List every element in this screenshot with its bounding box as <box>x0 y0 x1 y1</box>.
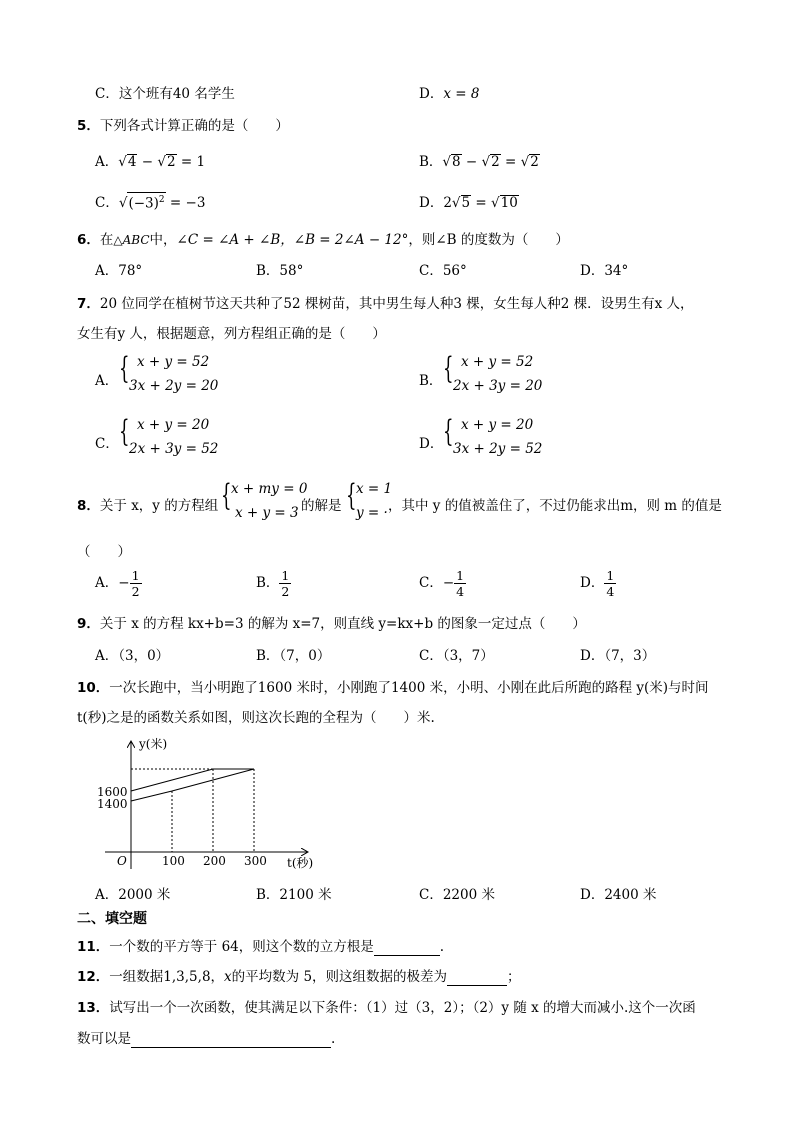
question-8-mid: 的解是 <box>301 498 342 514</box>
option-label: A． <box>95 263 119 279</box>
option-label: D． <box>580 263 605 279</box>
result: = −3 <box>169 195 206 211</box>
q9-option-d <box>580 644 655 664</box>
option-label: C． <box>95 86 119 102</box>
option-text: 58° <box>279 263 304 279</box>
option-text: 78° <box>118 263 143 279</box>
q7-option-c-label: C． <box>95 436 119 452</box>
question-6-stem <box>77 228 569 248</box>
option-text: （7，0） <box>279 648 331 664</box>
question-7-line2 <box>77 322 386 342</box>
question-number: 12． <box>77 969 110 985</box>
fraction <box>454 568 466 599</box>
x-axis-label: t(秒) <box>287 856 314 870</box>
q8-option-a <box>95 568 142 599</box>
question-number: 6． <box>77 232 100 248</box>
q7-option-b-label: B． <box>419 373 443 389</box>
origin-label: O <box>117 854 127 868</box>
equation: x + y = 52 <box>137 354 210 370</box>
question-text: 一个数的平方等于 64，则这个数的立方根是 <box>109 939 374 955</box>
brace: { <box>346 478 357 513</box>
q6-option-a <box>95 259 142 279</box>
text: 在 <box>99 232 114 248</box>
q6-option-d <box>580 259 628 279</box>
question-13-line2 <box>77 1027 335 1048</box>
section-title: 二、填空题 <box>77 911 147 927</box>
q9-option-c <box>419 644 494 664</box>
question-9-stem <box>77 612 586 632</box>
x-tick-label: 300 <box>244 854 267 868</box>
numerator: 1 <box>456 568 465 583</box>
series-line-xiaogang <box>131 769 254 801</box>
q8-option-d <box>580 568 616 599</box>
radicand: 2 <box>166 154 176 170</box>
brace: { <box>443 351 454 386</box>
option-text: 34° <box>604 263 629 279</box>
equation: x = 1 <box>356 481 393 497</box>
exponent: 2 <box>158 194 165 205</box>
option-text: 2400 米 <box>604 887 657 903</box>
option-label: C． <box>419 575 443 591</box>
x-tick-label: 100 <box>162 854 185 868</box>
q10-option-a <box>95 883 170 903</box>
answer-blank[interactable] <box>447 969 507 986</box>
option-label: B． <box>256 263 280 279</box>
option-text: （7，3） <box>604 648 656 664</box>
equation: 3x + 2y = 20 <box>129 378 219 394</box>
question-text: 下列各式计算正确的是（ ） <box>99 118 289 134</box>
option-label: D． <box>580 887 605 903</box>
equation: x + y = 20 <box>137 417 210 433</box>
brace: { <box>443 414 454 449</box>
brace: { <box>119 414 130 449</box>
y-tick-label: 1400 <box>97 797 128 811</box>
option-label: C． <box>419 263 443 279</box>
question-11 <box>77 935 444 956</box>
q10-option-c <box>419 883 495 903</box>
question-text: 关于 x，y 的方程组 <box>99 498 219 514</box>
option-text: （3，7） <box>442 648 494 664</box>
q7-option-a-label: A． <box>95 373 119 389</box>
option-text: x = 8 <box>443 86 480 102</box>
option-label: B． <box>419 154 443 170</box>
numerator: 1 <box>281 568 290 583</box>
question-text: 关于 x 的方程 kx+b=3 的解为 x=7，则直线 y=kx+b 的图象一定过点（ ） <box>99 616 586 632</box>
question-8-pre <box>77 494 218 514</box>
option-label: D． <box>580 575 605 591</box>
equation: y = · <box>356 505 388 521</box>
radicand: 2 <box>530 154 539 170</box>
q10-option-b <box>256 883 332 903</box>
question-number: 10． <box>77 680 110 696</box>
q7-option-d-label: D． <box>419 436 444 452</box>
option-label: A． <box>95 575 119 591</box>
question-text: 一次长跑中，当小明跑了1600 米时，小刚跑了1400 米，小明、小刚在此后所跑的路程 y(米)与时间 <box>109 680 709 696</box>
question-text: 20 位同学在植树节这天共种了52 棵树苗，其中男生每人种3 棵，女生每人种2 棵．设男生有x 人， <box>99 296 694 312</box>
option-text: （3，0） <box>118 648 170 664</box>
text: 中， <box>149 232 177 248</box>
option-label: A． <box>95 154 119 170</box>
question-12 <box>77 965 521 986</box>
y-axis-label: y(米) <box>139 737 168 751</box>
q5-option-d: D．2√5 = √10 <box>419 195 518 211</box>
q6-option-b <box>256 259 303 279</box>
radicand: 4 <box>127 154 137 170</box>
coefficient: 2 <box>443 195 452 211</box>
q5-option-c: C．$√(-3)^2 = -3$ <box>95 191 205 211</box>
option-label: C． <box>95 195 119 211</box>
denominator: 2 <box>131 584 140 599</box>
option-text: 2100 米 <box>279 887 332 903</box>
question-10-line1 <box>77 676 709 696</box>
question-number: 9． <box>77 616 100 632</box>
base: (−3) <box>128 195 159 211</box>
q10-line-chart <box>95 734 345 874</box>
result: = 1 <box>180 154 206 170</box>
denominator: 4 <box>606 584 615 599</box>
equation: 2x + 3y = 52 <box>129 441 219 457</box>
denominator: 2 <box>281 584 290 599</box>
sign: − <box>118 575 130 591</box>
q9-option-a <box>95 644 169 664</box>
denominator: 4 <box>456 584 465 599</box>
q9-option-b <box>256 644 330 664</box>
option-label: A． <box>95 648 119 664</box>
question-13-line1 <box>77 996 696 1016</box>
radicand: 5 <box>461 195 471 211</box>
equation: x + y = 3 <box>235 505 299 521</box>
fraction <box>130 568 142 599</box>
question-7-line1 <box>77 292 694 312</box>
condition: ∠C = ∠A + ∠B，∠B = 2∠A − 12° <box>176 232 409 248</box>
variable: x <box>224 969 232 985</box>
option-text: 56° <box>442 263 467 279</box>
question-number: 8． <box>77 498 100 514</box>
question-number: 11． <box>77 939 110 955</box>
option-label: C． <box>419 887 443 903</box>
q10-option-d <box>580 883 656 903</box>
question-5-stem <box>77 114 289 134</box>
question-text: 数可以是 <box>77 1031 131 1047</box>
fraction <box>279 568 291 599</box>
q5-option-a: A．√4 − √2 = 1 <box>95 154 206 170</box>
q8-option-c <box>419 568 466 599</box>
text: ，则∠B 的度数为（ ） <box>408 232 569 248</box>
option-text: 这个班有40 名学生 <box>118 86 235 102</box>
question-8-line2: （ ） <box>77 544 131 560</box>
question-text: 试写出一个一次函数，使其满足以下条件：（1）过（3，2）；（2）y 随 x 的增大而减小.这个一次函 <box>109 1000 696 1016</box>
option-label: B． <box>256 887 280 903</box>
equation: x + my = 0 <box>231 481 308 497</box>
x-tick-label: 200 <box>203 854 226 868</box>
numerator: 1 <box>606 568 615 583</box>
fraction <box>604 568 616 599</box>
numerator: 1 <box>131 568 140 583</box>
brace: { <box>119 351 130 386</box>
question-text: 女生有y 人，根据题意，列方程组正确的是（ ） <box>77 326 386 342</box>
question-text: 一组数据1,3,5,8， <box>109 969 225 985</box>
option-label: D． <box>419 86 444 102</box>
equation: 2x + 3y = 20 <box>453 378 543 394</box>
option-label: A． <box>95 887 119 903</box>
triangle: △ABC <box>113 233 150 247</box>
text: . <box>439 939 445 955</box>
question-number: 7． <box>77 296 100 312</box>
question-10-line2: t(秒)之是的函数关系如图，则这次长跑的全程为（ ）米. <box>77 710 435 726</box>
q4-option-c <box>95 82 235 102</box>
option-text: 2000 米 <box>118 887 171 903</box>
option-label: B． <box>256 648 280 664</box>
answer-blank[interactable] <box>131 1031 331 1048</box>
radicand <box>127 192 165 212</box>
y-tick-label: 1600 <box>97 785 128 799</box>
radicand: 8 <box>452 154 461 170</box>
brace: { <box>221 478 232 513</box>
option-text: 2200 米 <box>442 887 495 903</box>
question-text: 的平均数为 5，则这组数据的极差为 <box>231 969 448 985</box>
option-label: B． <box>256 575 280 591</box>
series-line-xiaoming <box>131 769 254 791</box>
text: ； <box>507 969 521 985</box>
text: . <box>331 1031 336 1047</box>
q8-option-b <box>256 568 291 599</box>
option-label: D． <box>580 648 605 664</box>
question-8-post: ，其中 y 的值被盖住了，不过仍能求出m，则 m 的值是 <box>388 498 722 514</box>
equation: x + y = 52 <box>461 354 534 370</box>
radicand: 10 <box>500 195 518 211</box>
question-number: 13． <box>77 1000 110 1016</box>
question-number: 5． <box>77 118 100 134</box>
q6-option-c <box>419 259 467 279</box>
answer-blank[interactable] <box>374 939 440 956</box>
sign: − <box>442 575 455 591</box>
equation: x + y = 20 <box>461 417 534 433</box>
q4-option-d <box>419 82 479 102</box>
equation: 3x + 2y = 52 <box>453 441 543 457</box>
option-label: D． <box>419 195 444 211</box>
q5-option-b: B．√8 − √2 = √2 <box>419 154 539 170</box>
radicand: 2 <box>491 154 500 170</box>
option-label: C． <box>419 648 443 664</box>
